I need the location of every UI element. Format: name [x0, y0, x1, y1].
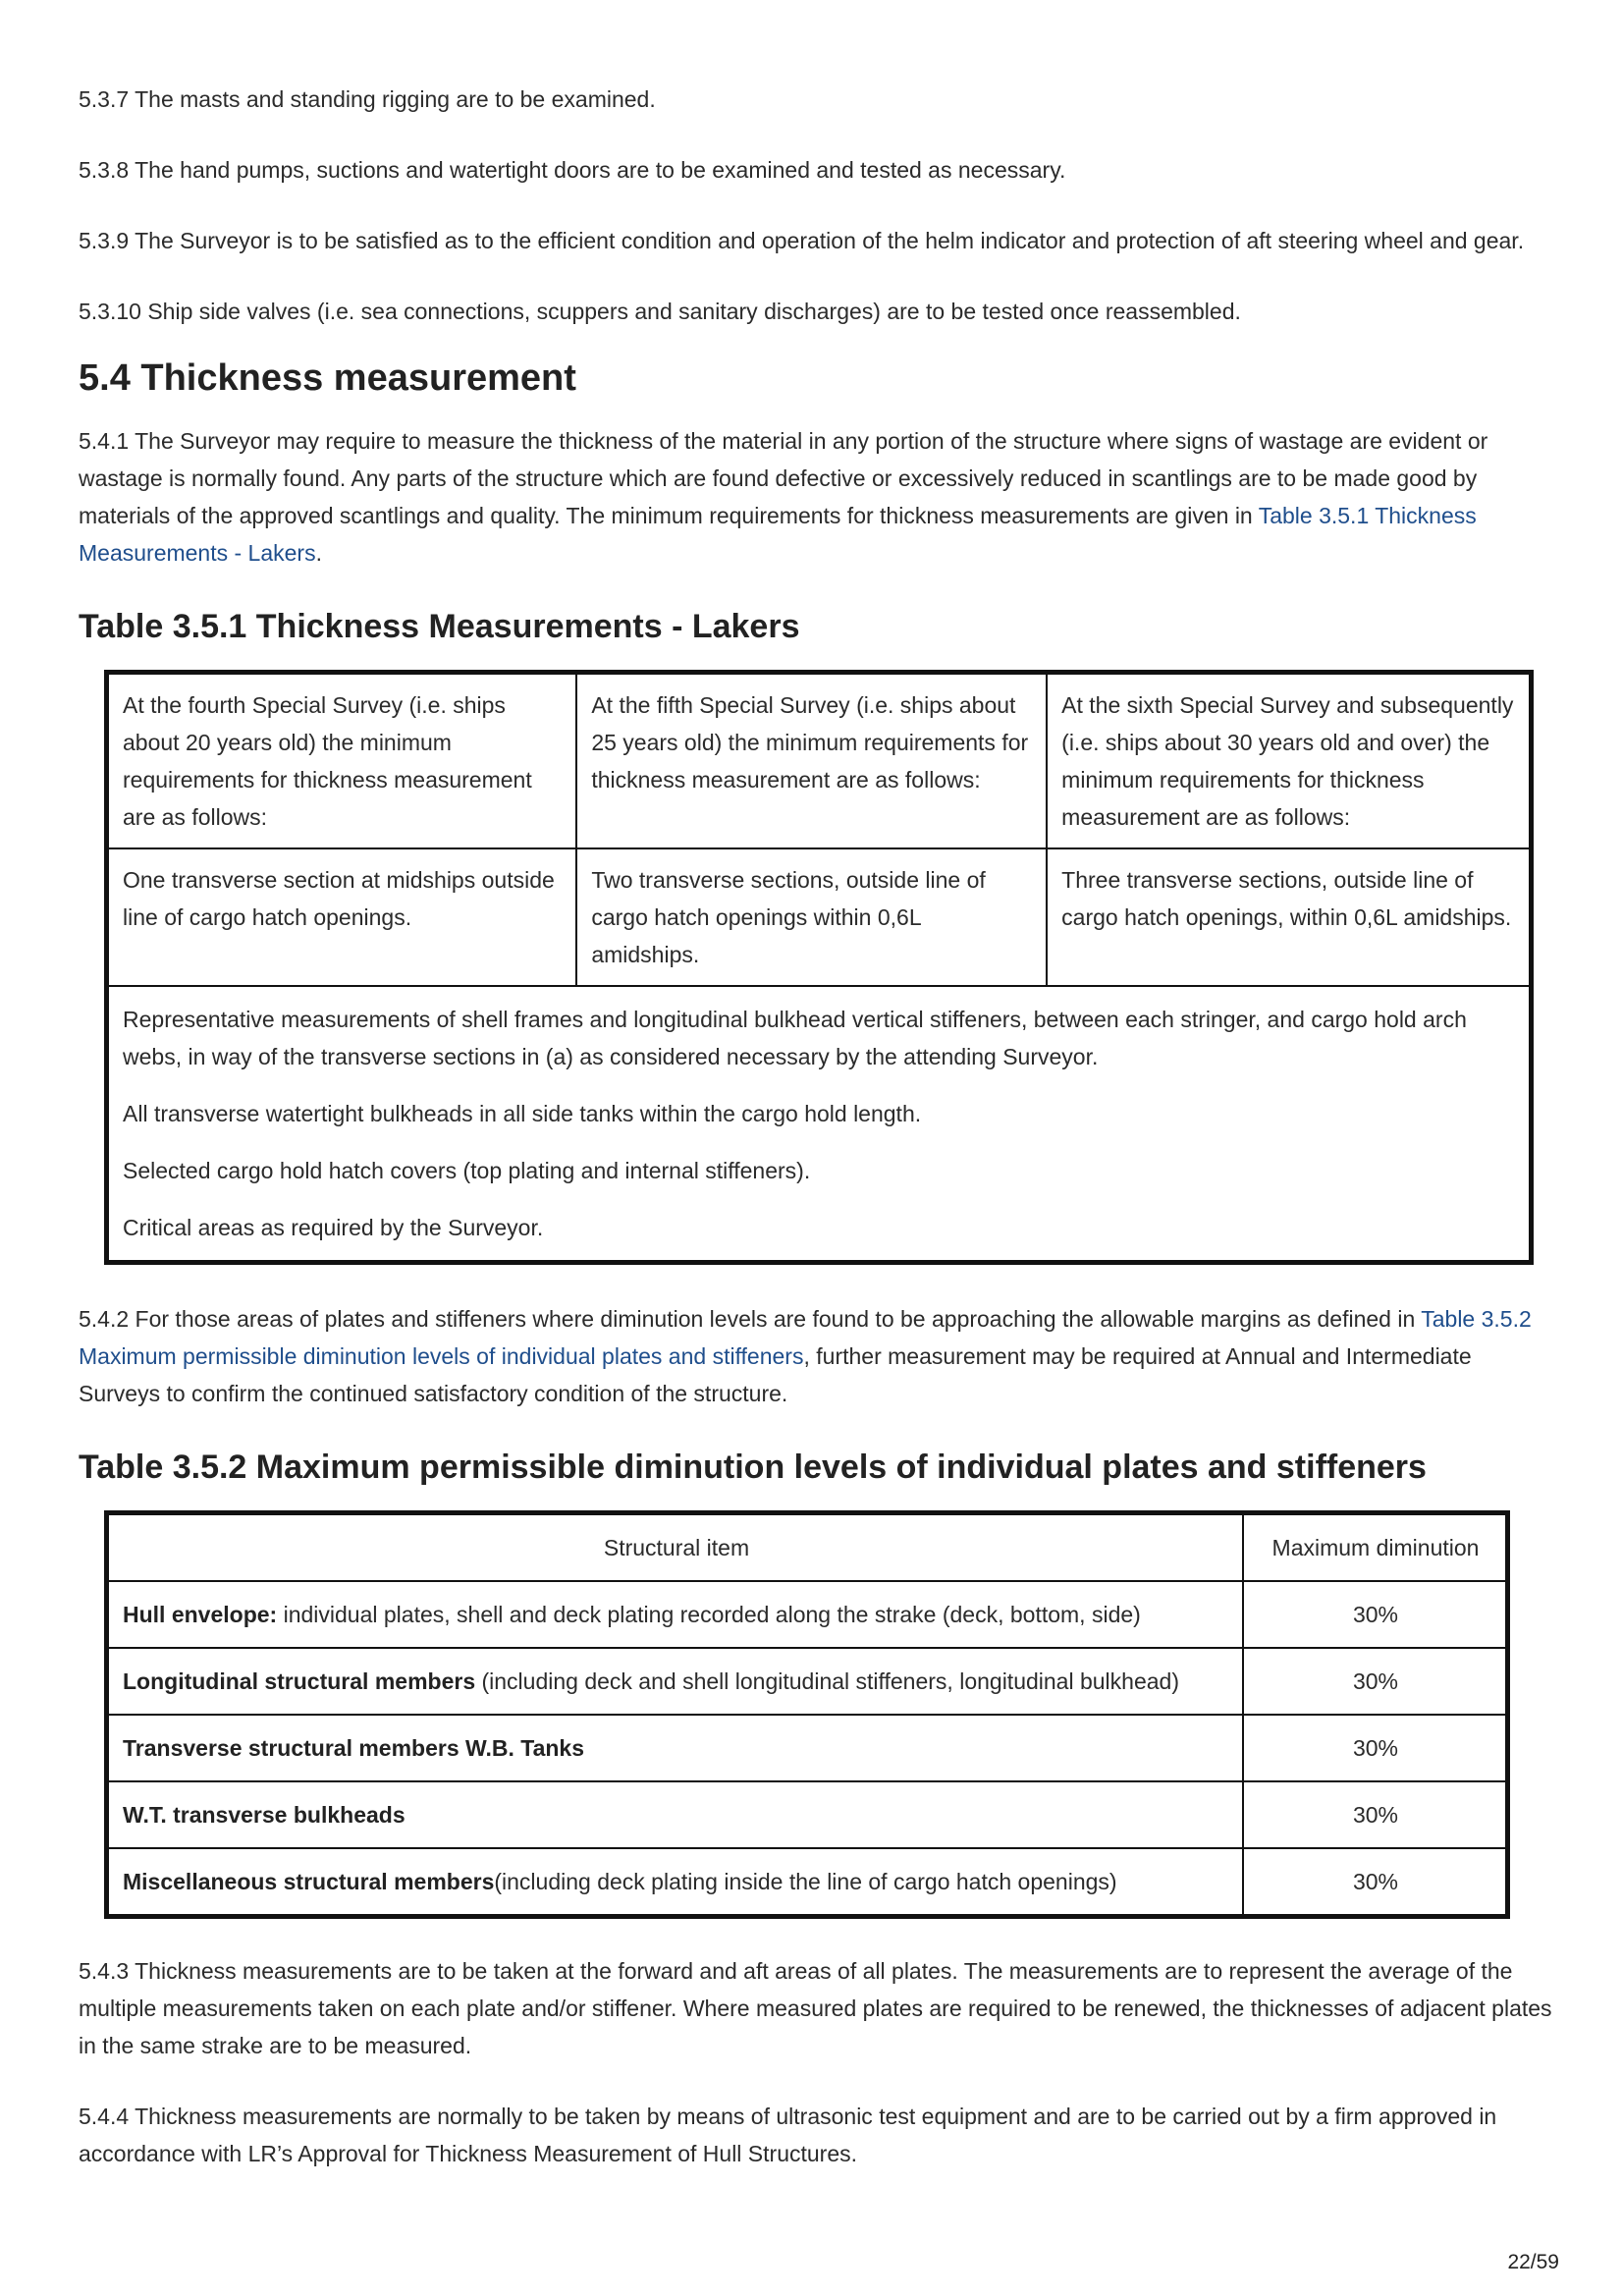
table-3-5-1 — [104, 670, 1534, 1265]
row-detail: (including deck plating inside the line of cargo hatch openings) — [494, 1869, 1117, 1894]
table-cell — [107, 1648, 1244, 1715]
table-cell — [107, 1715, 1244, 1781]
row-detail: individual plates, shell and deck plating recorded along the strake (deck, bottom, side) — [277, 1602, 1141, 1627]
table-row — [107, 673, 1532, 849]
table-cell: Critical areas as required by the Surveyor. — [107, 1199, 1532, 1263]
table-row — [107, 986, 1532, 1085]
table-cell: Representative measurements of shell frames and longitudinal bulkhead vertical stiffeners, between each stringer, and cargo hold arch webs, in way of the transverse sections in (a) as considered necessary by the attending Surveyor. — [107, 986, 1532, 1085]
table-3-5-1-title: Table 3.5.1 Thickness Measurements - Lakers — [79, 608, 800, 645]
paragraph-5-3-9: 5.3.9 The Surveyor is to be satisfied as to the efficient condition and operation of the helm indicator and protection of aft steering wheel and gear. — [79, 228, 1525, 253]
link-table-3-5-2[interactable]: Table 3.5.2 Maximum permissible diminution levels of individual plates and stiffeners — [79, 1306, 1532, 1369]
table-cell-value: 30% — [1243, 1581, 1508, 1648]
row-label: Miscellaneous structural members — [123, 1869, 495, 1894]
paragraph-5-4-2-end: , further measurement may be required at Annual and Intermediate Surveys to confirm the continued satisfactory condition of the structure. — [79, 1343, 1472, 1406]
table-cell: All transverse watertight bulkheads in all side tanks within the cargo hold length. — [107, 1085, 1532, 1142]
table-cell-value: 30% — [1243, 1648, 1508, 1715]
table-cell: Three transverse sections, outside line of cargo hatch openings, within 0,6L amidships. — [1047, 848, 1531, 986]
document-page — [79, 81, 1555, 2206]
column-header-structural-item: Structural item — [107, 1513, 1244, 1582]
table-cell-value: 30% — [1243, 1848, 1508, 1917]
table-cell — [107, 1581, 1244, 1648]
table-3-5-2-title: Table 3.5.2 Maximum permissible diminution levels of individual plates and stiffeners — [79, 1449, 1427, 1486]
table-row — [107, 1085, 1532, 1142]
table-row — [107, 1848, 1508, 1917]
paragraph-5-4-1-end: . — [315, 540, 322, 566]
row-label: Longitudinal structural members — [123, 1668, 476, 1694]
table-row — [107, 1648, 1508, 1715]
paragraph-5-3-7: 5.3.7 The masts and standing rigging are to be examined. — [79, 86, 656, 112]
table-3-5-2 — [104, 1510, 1510, 1919]
table-cell: At the sixth Special Survey and subsequently (i.e. ships about 30 years old and over) the minimum requirements for thickness measurement are as follows: — [1047, 673, 1531, 849]
page-number: 22/59 — [1507, 2251, 1559, 2273]
table-cell-value: 30% — [1243, 1781, 1508, 1848]
table-cell — [107, 1848, 1244, 1917]
table-cell: One transverse section at midships outside line of cargo hatch openings. — [107, 848, 577, 986]
table-row — [107, 1581, 1508, 1648]
row-detail: (including deck and shell longitudinal stiffeners, longitudinal bulkhead) — [475, 1668, 1179, 1694]
paragraph-5-4-2-text: 5.4.2 For those areas of plates and stiffeners where diminution levels are found to be approaching the allowable margins as defined in — [79, 1306, 1422, 1332]
table-cell-value: 30% — [1243, 1715, 1508, 1781]
link-table-3-5-1[interactable]: Table 3.5.1 Thickness Measurements - Lakers — [79, 503, 1477, 566]
paragraph-5-4-1 — [79, 422, 1555, 572]
paragraph-5-4-1-text: 5.4.1 The Surveyor may require to measure the thickness of the material in any portion of the structure where signs of wastage are evident or wastage is normally found. Any parts of the structure which are found defective or excessively reduced in scantlings are to be made good by materials of the approved scantlings and quality. The minimum requirements for thickness measurements are given in — [79, 428, 1488, 528]
paragraph-5-4-3: 5.4.3 Thickness measurements are to be taken at the forward and aft areas of all plates. The measurements are to represent the average of the multiple measurements taken on each plate and/or stiffener. Where measured plates are required to be renewed, the thicknesses of adjacent plates in the same strake are to be measured. — [79, 1958, 1552, 2058]
table-row — [107, 1199, 1532, 1263]
paragraph-5-4-2 — [79, 1300, 1555, 1412]
table-cell — [107, 1781, 1244, 1848]
row-label: Transverse structural members W.B. Tanks — [123, 1735, 584, 1761]
table-cell: At the fourth Special Survey (i.e. ships about 20 years old) the minimum requirements for thickness measurement are as follows: — [107, 673, 577, 849]
row-label: Hull envelope: — [123, 1602, 278, 1627]
paragraph-5-3-10: 5.3.10 Ship side valves (i.e. sea connections, scuppers and sanitary discharges) are to be tested once reassembled. — [79, 299, 1241, 324]
table-row — [107, 848, 1532, 986]
paragraph-5-4-4: 5.4.4 Thickness measurements are normally to be taken by means of ultrasonic test equipment and are to be carried out by a firm approved in accordance with LR’s Approval for Thickness Measurement of Hull Structures. — [79, 2104, 1497, 2166]
table-row — [107, 1142, 1532, 1199]
table-row — [107, 1781, 1508, 1848]
section-heading-5-4: 5.4 Thickness measurement — [79, 357, 576, 399]
column-header-maximum-diminution: Maximum diminution — [1243, 1513, 1508, 1582]
row-label: W.T. transverse bulkheads — [123, 1802, 406, 1828]
table-cell: Selected cargo hold hatch covers (top plating and internal stiffeners). — [107, 1142, 1532, 1199]
table-row — [107, 1715, 1508, 1781]
paragraph-5-3-8: 5.3.8 The hand pumps, suctions and watertight doors are to be examined and tested as necessary. — [79, 157, 1066, 183]
table-cell: At the fifth Special Survey (i.e. ships about 25 years old) the minimum requirements for thickness measurement are as follows: — [576, 673, 1047, 849]
table-cell: Two transverse sections, outside line of cargo hatch openings within 0,6L amidships. — [576, 848, 1047, 986]
table-header-row — [107, 1513, 1508, 1582]
